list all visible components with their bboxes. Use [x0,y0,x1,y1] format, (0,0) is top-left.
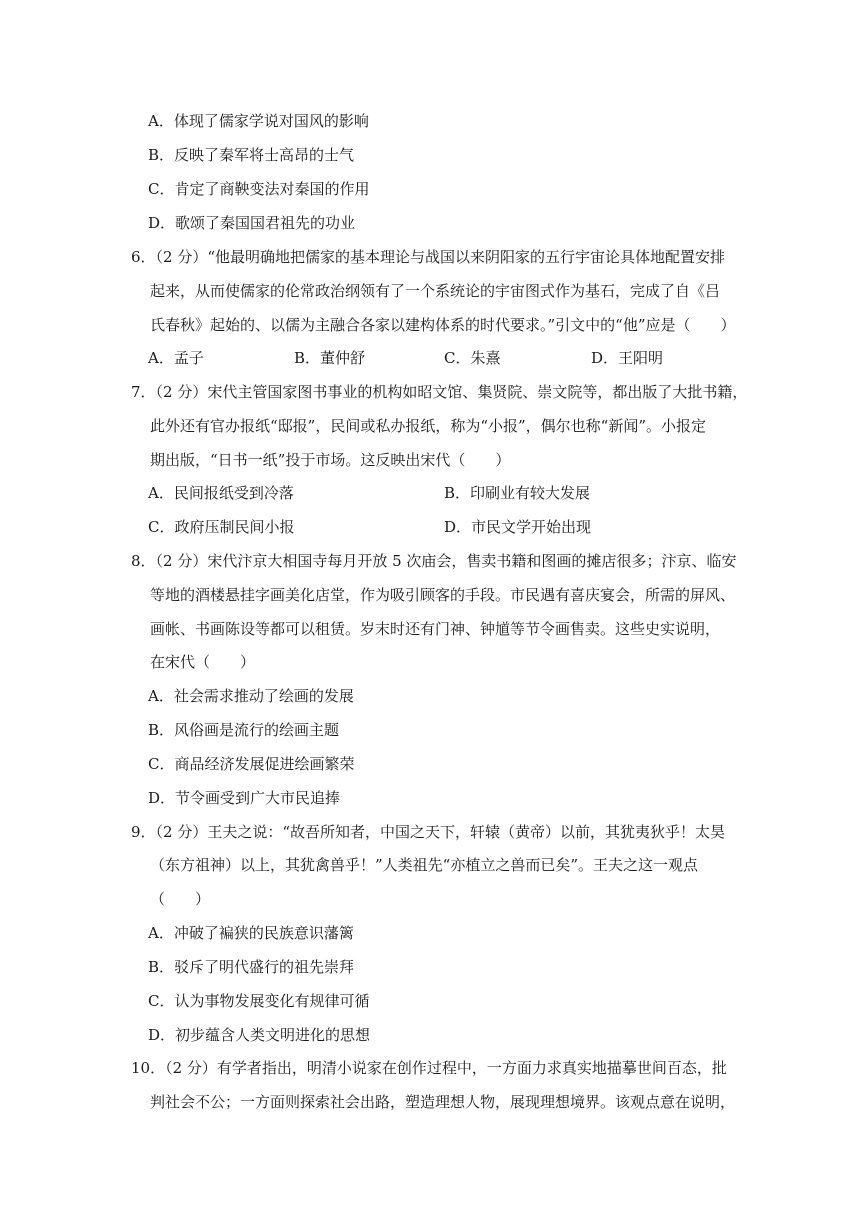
q7-stem-line: 此外还有官办报纸“邸报”，民间或私办报纸，称为“小报”，偶尔也称“新闻”。小报定 [150,417,707,435]
q8-option-a: A．社会需求推动了绘画的发展 [148,687,354,705]
q10-stem-line: 10．（2 分）有学者指出，明清小说家在创作过程中，一方面力求真实地描摹世间百态，批 [131,1059,727,1077]
q7-option-c: C．政府压制民间小报 [148,518,295,536]
q9-option-c: C．认为事物发展变化有规律可循 [148,992,370,1010]
q7-stem-line: 期出版，“日书一纸”投于市场。这反映出宋代（ ） [150,451,511,469]
q8-stem-line: 等地的酒楼悬挂字画美化店堂，作为吸引顾客的手段。市民遇有喜庆宴会，所需的屏风、 [150,586,736,604]
q9-option-d: D．初步蕴含人类文明进化的思想 [148,1026,371,1044]
q6-option-b: B．董仲舒 [294,349,366,367]
q6-option-c: C．朱熹 [444,349,501,367]
q9-stem-line: （东方祖神）以上，其犹禽兽乎！”人类祖先“亦植立之兽而已矣”。王夫之这一观点 [150,856,699,874]
q8-stem-line: 画帐、书画陈设等都可以租赁。岁末时还有门神、钟馗等节令画售卖。这些史实说明， [150,620,721,638]
q10-stem-line: 判社会不公；一方面则探索社会出路，塑造理想人物，展现理想境界。该观点意在说明， [150,1093,736,1111]
q5-option-d: D．歌颂了秦国国君祖先的功业 [148,214,356,232]
q7-option-a: A．民间报纸受到冷落 [148,484,294,502]
q8-option-d: D．节令画受到广大市民追捧 [148,789,341,807]
q6-option-d: D．王阳明 [591,349,664,367]
q9-stem-line: 9．（2 分）王夫之说：“故吾所知者，中国之天下，轩辕（黄帝）以前，其犹夷狄乎！太昊 [131,823,726,841]
q7-option-b: B．印刷业有较大发展 [444,484,591,502]
q5-option-c: C．肯定了商鞅变法对秦国的作用 [148,180,370,198]
q6-stem-line: 氏春秋》起始的、以儒为主融合各家以建构体系的时代要求。”引文中的“他”应是（ ） [150,316,736,334]
q7-stem-line: 7．（2 分）宋代主管国家图书事业的机构如昭文馆、集贤院、崇文院等，都出版了大批书籍， [131,383,748,401]
q8-stem-line: 在宋代（ ） [150,653,256,671]
q8-option-b: B．风俗画是流行的绘画主题 [148,721,340,739]
q6-stem-line: 6．（2 分）“他最明确地把儒家的基本理论与战国以来阴阳家的五行宇宙论具体地配置安排 [131,248,726,266]
q9-stem-line: （ ） [150,890,211,908]
q8-stem-line: 8．（2 分）宋代汴京大相国寺每月开放 5 次庙会，售卖书籍和图画的摊店很多；汴京、临安 [131,552,737,570]
q6-stem-line: 起来，从而使儒家的伦常政治纲领有了一个系统论的宇宙图式作为基石，完成了自《吕 [150,282,721,300]
q9-option-b: B．驳斥了明代盛行的祖先崇拜 [148,958,355,976]
q6-option-a: A．孟子 [148,349,204,367]
q7-option-d: D．市民文学开始出现 [444,518,592,536]
q8-option-c: C．商品经济发展促进绘画繁荣 [148,755,355,773]
q9-option-a: A．冲破了褊狭的民族意识藩篱 [148,924,354,942]
q5-option-b: B．反映了秦军将士高昂的士气 [148,146,355,164]
q5-option-a: A．体现了儒家学说对国风的影响 [148,112,369,130]
